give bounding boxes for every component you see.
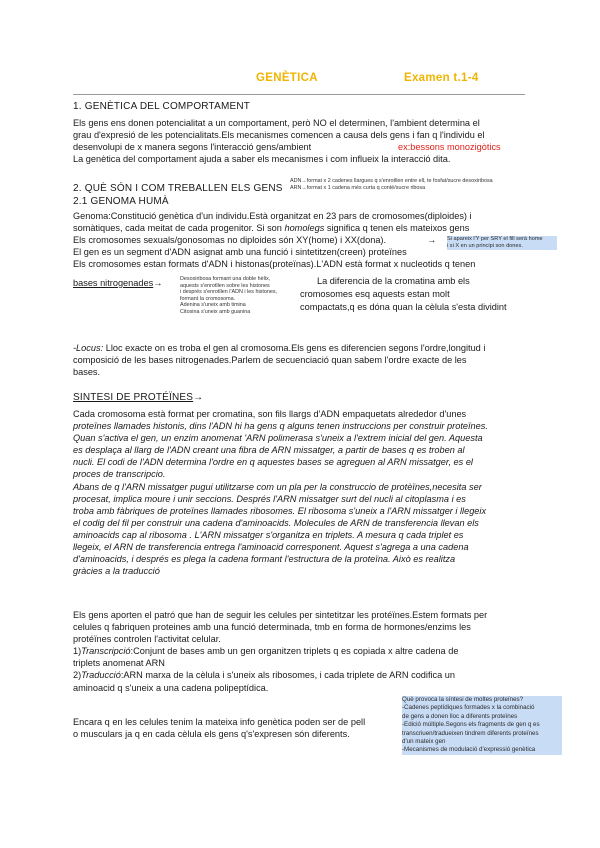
bases-note-line: formant la cromosoma. (180, 295, 236, 302)
traduccio-line (73, 669, 543, 681)
final-paragraph (73, 716, 403, 740)
sintesi-line: nucli. El codi de l'ADN determina l'ordre en q aquestes bases se agreguen al ARN missatger, es el (73, 457, 473, 468)
arrow-icon: → (427, 235, 437, 246)
sintesi-line: proteïnes llamades histonis, dins l'ADN hi ha gens q alguns tenen instruccions per construir proteïnes. (73, 421, 488, 432)
bases-note-line: Desoxiribosa formant una doble hèlix, (180, 276, 271, 282)
s1-line: grau d'expresió de les potencialitats.Els mecanismes comencen a causa dels gens i fan q l'individu el (73, 130, 485, 141)
sintesi-line: el codig del fil per construir una cadena d'aminoacids. Molecules de ARN de transferencia llevan els (73, 517, 479, 528)
bases-note-line: Citosina s'uneix amb guanina (180, 308, 251, 315)
bases-note-line: i després s'enrotllen l'ADN i les histones, (180, 289, 278, 296)
note-line: -Edició múltiple.Segons els fragments de gen q es (402, 721, 562, 729)
adn-note: ADN→format x 2 cadenes llargues q s'enrotllen entre ell, te fosfat/sucre desoxiribosa (290, 178, 493, 184)
sex-chromosomes-text: Els cromosomes sexuals/gonosomas no diploides són XY(home) i XX(dona). (73, 235, 387, 246)
genoma-line: Els cromosomes estan formats d'ADN i histonas(proteïnas).L'ADN està format x nucleotids q tenen (73, 259, 476, 270)
bases-notes (180, 276, 305, 316)
patro-line: celules q fabriquen proteines amb una funció determinada, tmb en forma de hormones/enzims les (73, 622, 471, 633)
sintesi-line: Abans de q l'ARN missatger pugui utilitzarse com un pla per la construccio de protèïnes,necesita ser (73, 481, 482, 492)
genoma-text: significa q tenen els mateixos gens (326, 223, 470, 234)
note-line: transcriuen/tradueixen tindrem diferents proteïnes (402, 730, 562, 738)
sry-note (447, 236, 557, 250)
final-line: Encara q en les celules tenim la mateixa info genètica poden ser de pell (73, 717, 366, 727)
sry-note-line: Si apareix l'Y per SRY el fill serà home (447, 236, 543, 242)
section-1-body (73, 117, 543, 165)
cromatina-line: compactats,q es dóna quan la cèlula s'esta dividint (300, 302, 507, 312)
sry-note-line: i si X en un principi son dones. (447, 243, 523, 249)
note-line: de gens a donen lloc a diferents proteïnes (402, 713, 562, 721)
bases-note-line: aquests s'enrotllen sobre les histones (180, 282, 270, 289)
arrow-icon: → (193, 392, 204, 403)
cromatina-line: cromosomes esq aquests estan molt (300, 289, 450, 299)
bases-line (73, 277, 162, 289)
note-line: d'un mateix gen (402, 738, 562, 746)
sintesi-body (73, 408, 543, 577)
traduccio-line: aminoacid q s'uneix a una cadena polipeptídica. (73, 682, 269, 693)
sintesi-line: proces de transcripcio. (73, 469, 166, 480)
sintesi-line: Cada cromosoma està format per cromatina, son fils llargs d'ADN empaquetats alrededor d'unes (73, 409, 467, 419)
transcripcio-line (73, 645, 543, 657)
exam-label: Examen t.1-4 (404, 72, 479, 84)
genoma-def: Constitució genètica d'un individu.Està organitzat en 23 pars de cromosomes(diploides) i (110, 211, 472, 221)
arn-note: ARN→format x 1 cadena més curta q conté/sucre ribosa (290, 184, 426, 191)
patro-paragraph (73, 609, 543, 694)
locus-term: -Locus: (73, 343, 104, 353)
sintesi-line: d'aminoacids, i després es plega la cadena formant l'estructura de la proteïna. Això es realitza (73, 554, 456, 565)
cromatina-line: La diferencia de la cromatina amb els (317, 276, 470, 286)
bases-note-line: Adenina s'uneix amb timina (180, 302, 246, 309)
step-number: 2) (73, 670, 82, 681)
s1-example: ex:bessons monozigòtics (398, 142, 501, 153)
genoma-line (73, 210, 543, 222)
section-3-heading (73, 392, 203, 403)
step-number: 1) (73, 646, 82, 657)
section-1-heading: 1. GENÈTICA DEL COMPORTAMENT (73, 101, 251, 112)
note-line: Què provoca la síntesi de moltes proteïnes? (402, 696, 562, 704)
genoma-line: El gen es un segment d'ADN asignat amb una funció i sintetitzen(creen) proteïnes (73, 247, 407, 258)
note-line: -Cadenes peptídiques formades x la combinació (402, 704, 562, 712)
traduccio-def: :ARN marxa de la cèlula i s'uneix als ribosomes, i cada triplete de ARN codifica un (120, 670, 456, 681)
arrow-icon: → (153, 278, 163, 288)
locus-line (73, 342, 543, 354)
patro-line: protéïnes controlen l'activitat celular. (73, 634, 221, 645)
transcripcio-line: triplets anomenat ARN (73, 658, 165, 669)
cromatina-text (300, 275, 550, 314)
header-rule (73, 94, 525, 95)
subsection-genoma: 2.1 GENOMA HUMÀ (73, 196, 169, 207)
locus-paragraph (73, 342, 543, 378)
s1-line: La genètica del comportament ajuda a saber els mecanismes i com influeix la interacció dita. (73, 154, 451, 165)
locus-line: bases. (73, 367, 101, 378)
final-line: o musculars ja q en cada cèlula els gens q's'expresen són diferents. (73, 729, 350, 740)
note-line: -Mecanismes de modulació d'expressió genètica (402, 746, 562, 754)
sintesi-line: es desplaça al llarg de l'ADN creant una fibra de ARN missatger, a partir de bases q es troben al (73, 445, 465, 456)
s1-line: Els gens ens donen potencialitat a un comportament, però NO el determinen, l'ambient determina el (73, 118, 480, 128)
genoma-term: Genoma: (73, 211, 111, 221)
sintesi-line: troba amb fàbriques de proteïnes llamades ribosomes. El ribosoma s'uneix a l'ARN missatger i llegeix (73, 505, 487, 516)
genoma-text: somàtiques, cada meitat de cada progenitor. Si son (73, 223, 282, 234)
transcripcio-term: Transcripció (81, 646, 131, 657)
section-2-heading: 2. QUÈ SÓN I COM TREBALLEN ELS GENS (73, 183, 283, 194)
bases-nitrogenades-term: bases nitrogenades (73, 278, 154, 288)
sintesi-heading-text: SINTESI DE PROTÉÏNES (73, 392, 194, 403)
sintesi-line: llegeix, el ARN de transferencia entrega l'aminoacid corresponent. Aquest s'agrega a una cadena (73, 542, 469, 553)
doc-title: GENÈTICA (256, 72, 318, 84)
adn-arn-notes (290, 178, 560, 191)
locus-def: Lloc exacte on es troba el gen al cromosoma.Els gens es diferencien segons l'ordre,longitud i (105, 343, 486, 353)
sintesi-line: gràcies a la traducció (73, 566, 160, 577)
sintesi-line: aminoacids cap al ribosoma . L'ARN missatger s'organitza en triplets. A mesura q cada triplet es (73, 529, 464, 540)
homolegs-term: homolegs (284, 223, 325, 234)
patro-line: Els gens aporten el patró que han de seguir les celules per sintetitzar les protéïnes.Estem formats per (73, 610, 488, 620)
sintesi-notes-box (402, 696, 562, 755)
s1-line-text: desenvolupi de x manera segons l'interacció gens/ambient (73, 142, 312, 153)
genoma-line (73, 222, 543, 234)
traduccio-term: Traducció (81, 670, 121, 681)
locus-line: composició de les bases nitrogenades.Parlem de secuenciació quan sabem l'ordre exacte de les (73, 355, 467, 366)
transcripcio-def: :Conjunt de bases amb un gen organitzen triplets q es copiada x altre cadena de (130, 646, 459, 657)
sintesi-line: procesat, implica moure i unir seccions. Després l'ARN missatger surt del nucli al citoplasma i es (73, 493, 466, 504)
s1-line (73, 141, 543, 153)
sintesi-line: Quan s'activa el gen, un enzim anomenat 'ARN polimerasa s'uneix a l'extrem inicial del gen. Aquesta (73, 433, 483, 444)
